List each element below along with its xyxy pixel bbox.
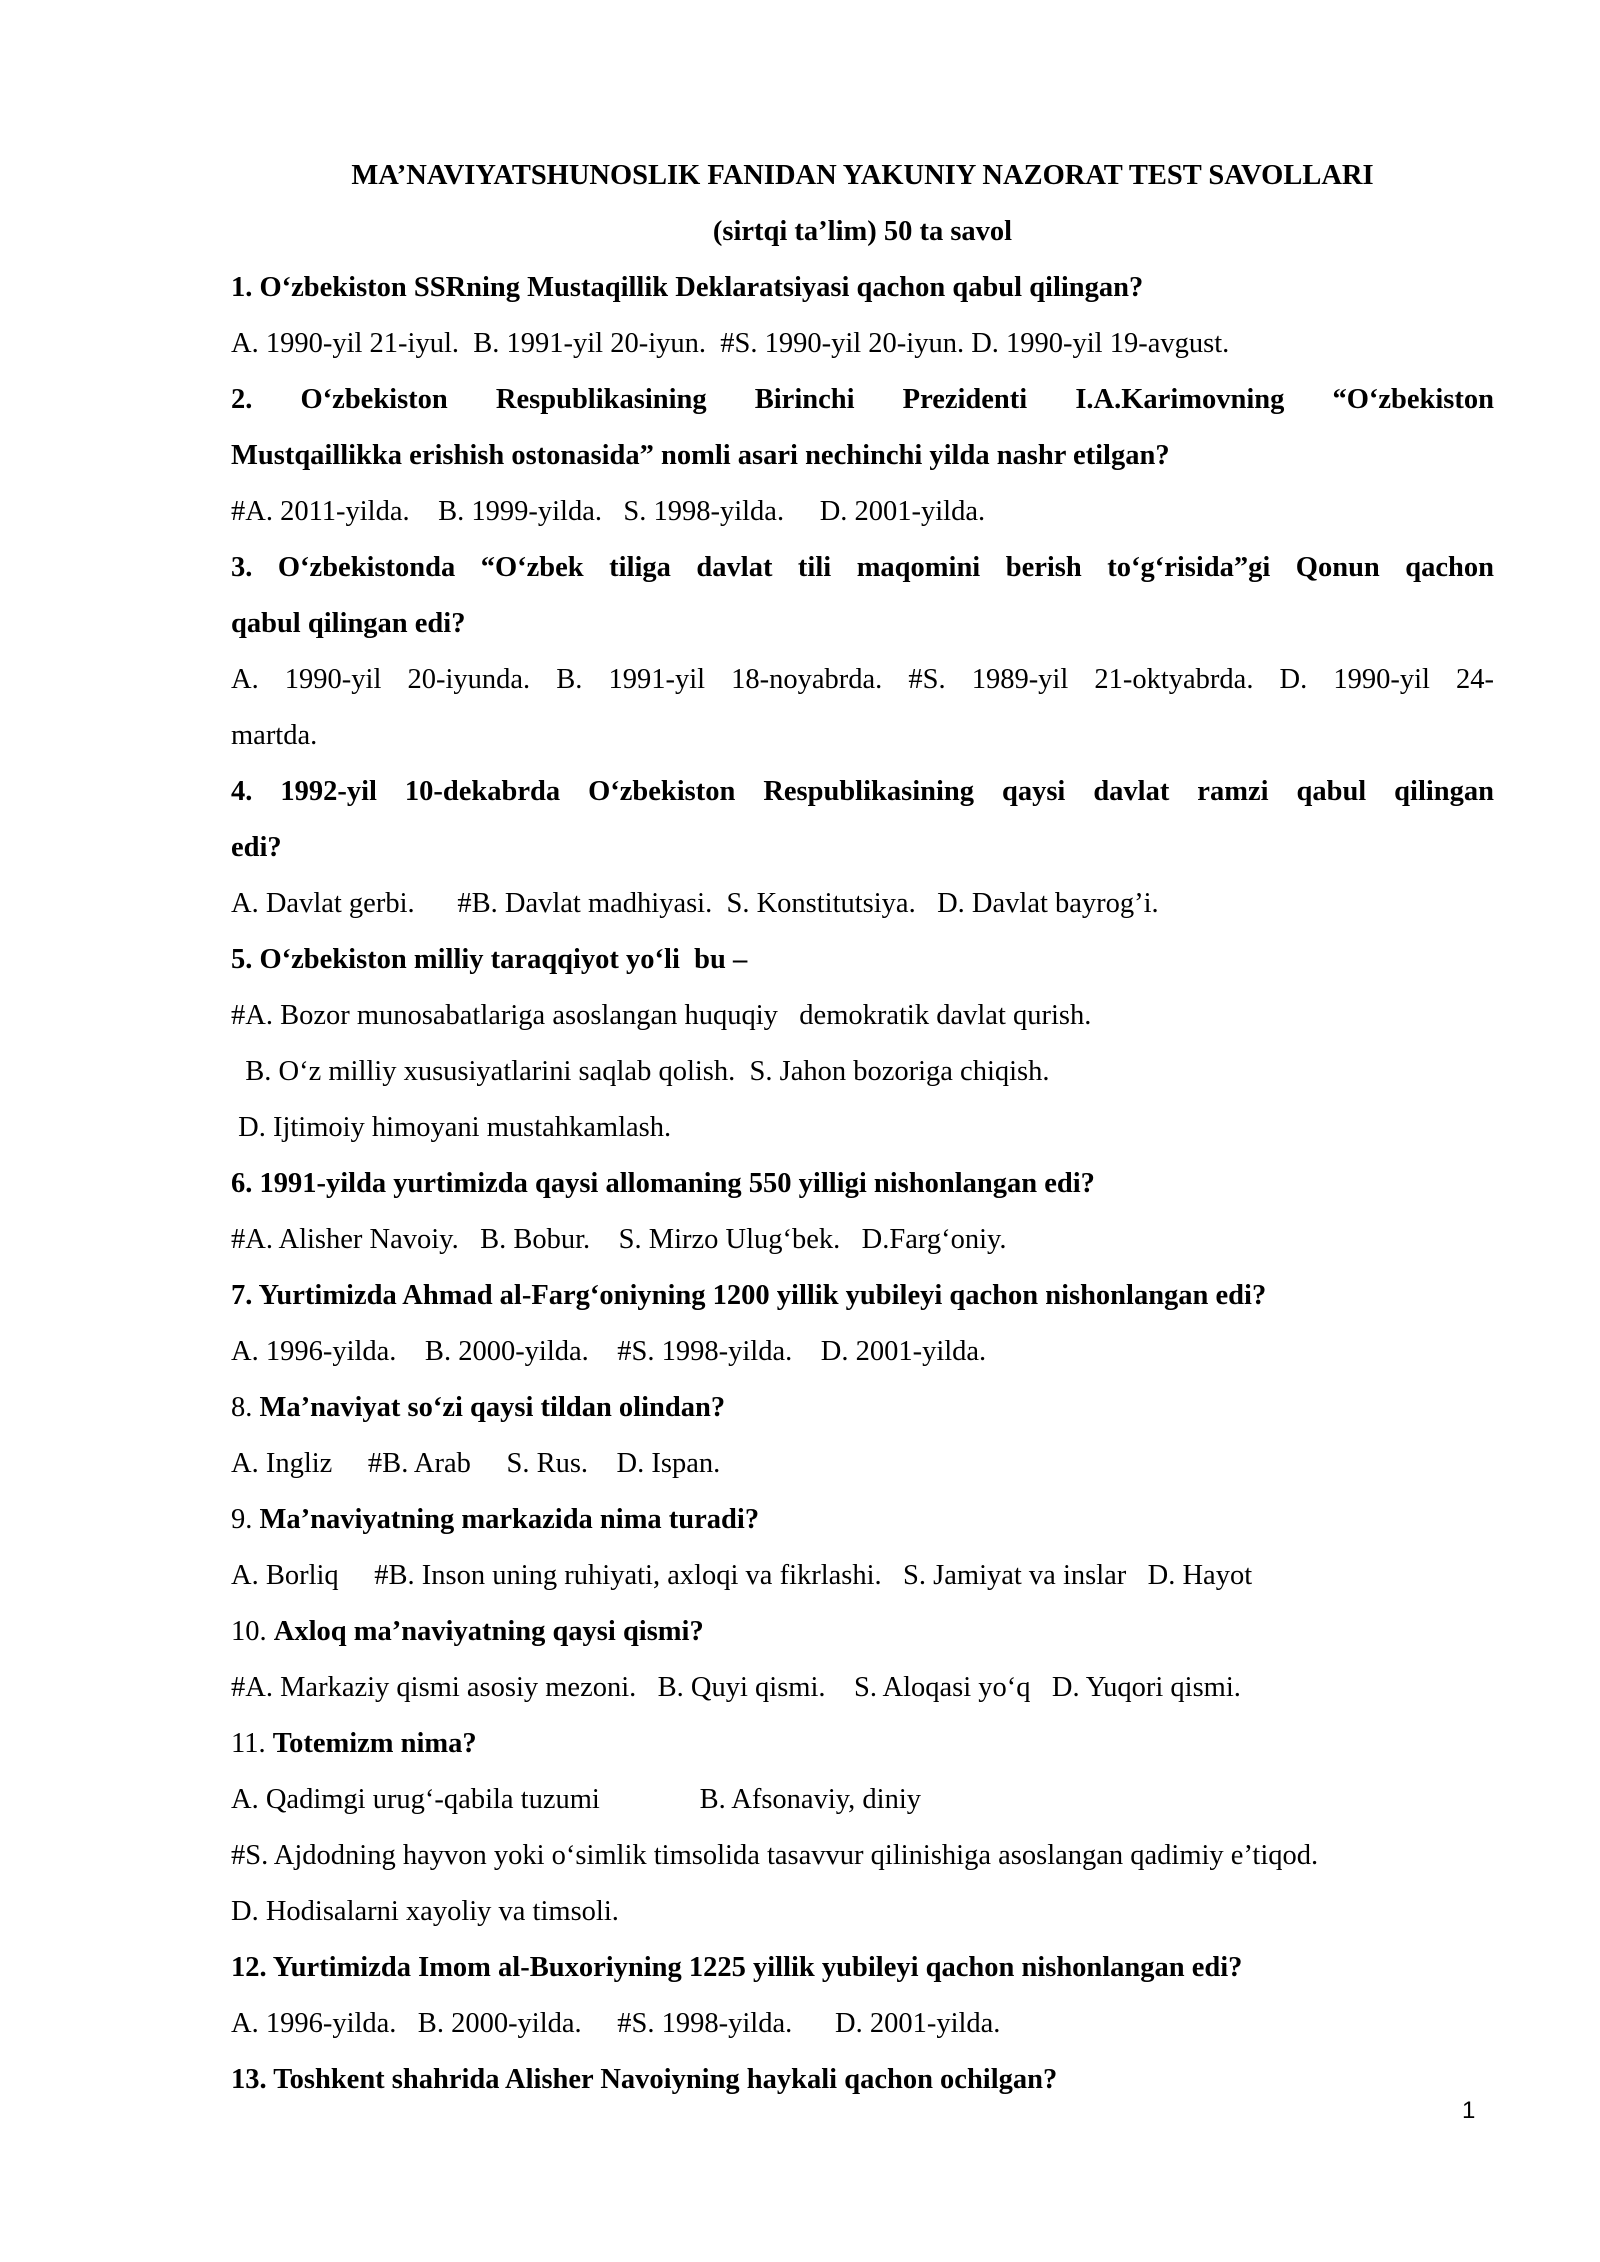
q11-option-d-segment: D. Hodisalarni xayoliy va timsoli. (231, 1896, 619, 1927)
question-list (231, 260, 1494, 2108)
q4-text-line2-segment: edi? (231, 832, 282, 863)
q11-option-d (231, 1884, 1494, 1940)
q11-text-segment: Totemizm nima? (272, 1728, 477, 1759)
q9-text-segment: Ma’naviyatning markazida nima turadi? (259, 1504, 760, 1535)
q3-options-line2-segment: martda. (231, 720, 318, 751)
q9-text-segment: 9. (231, 1504, 260, 1535)
document-title: MA’NAVIYATSHUNOSLIK FANIDAN YAKUNIY NAZORAT TEST SAVOLLARI (351, 160, 1374, 191)
q4-text-line1 (231, 764, 1494, 820)
q4-text-line1-segment: 4. 1992-yil 10-dekabrda O‘zbekiston Respublikasining qaysi davlat ramzi qabul qilingan (231, 776, 1494, 807)
q1-options-segment: A. 1990-yil 21-iyul. B. 1991-yil 20-iyun. #S. 1990-yil 20-iyun. D. 1990-yil 19-avgust. (231, 328, 1230, 359)
q8-text (231, 1380, 1494, 1436)
q5-option-b-s-segment: B. O‘z milliy xususiyatlarini saqlab qolish. S. Jahon bozoriga chiqish. (231, 1056, 1050, 1087)
page-number: 1 (1462, 2097, 1476, 2124)
q5-option-a-segment: #A. Bozor munosabatlariga asoslangan huquqiy demokratik davlat qurish. (231, 1000, 1092, 1031)
q1-options (231, 316, 1494, 372)
q9-options (231, 1548, 1494, 1604)
q6-text (231, 1156, 1494, 1212)
q11-text (231, 1716, 1494, 1772)
q3-text-line1 (231, 540, 1494, 596)
q4-options-segment: A. Davlat gerbi. #B. Davlat madhiyasi. S. Konstitutsiya. D. Davlat bayrog’i. (231, 888, 1159, 919)
q7-text (231, 1268, 1494, 1324)
q9-text (231, 1492, 1494, 1548)
q1-text (231, 260, 1494, 316)
q2-text-line1 (231, 372, 1494, 428)
q5-option-b-s (231, 1044, 1494, 1100)
q8-text-segment: 8. (231, 1392, 260, 1423)
q3-options-line2 (231, 708, 1494, 764)
q11-text-segment: 11. (231, 1728, 273, 1759)
q1-text-segment: 1. O‘zbekiston SSRning Mustaqillik Deklaratsiyasi qachon qabul qilingan? (231, 272, 1144, 303)
q5-option-d-segment: D. Ijtimoiy himoyani mustahkamlash. (231, 1112, 672, 1143)
q11-option-s-segment: #S. Ajdodning hayvon yoki o‘simlik timsolida tasavvur qilinishiga asoslangan qadimiy e’tiqod. (231, 1840, 1319, 1871)
q4-options (231, 876, 1494, 932)
q3-text-line1-segment: 3. O‘zbekistonda “O‘zbek tiliga davlat tili maqomini berish to‘g‘risida”gi Qonun qachon (231, 552, 1494, 583)
q9-options-segment: A. Borliq #B. Inson uning ruhiyati, axloqi va fikrlashi. S. Jamiyat va inslar D. Hayot (231, 1560, 1253, 1591)
q12-options (231, 1996, 1494, 2052)
q3-text-line2 (231, 596, 1494, 652)
document-subtitle: (sirtqi ta’lim) 50 ta savol (712, 216, 1013, 247)
q12-options-segment: A. 1996-yilda. B. 2000-yilda. #S. 1998-yilda. D. 2001-yilda. (231, 2008, 1001, 2039)
q10-text-segment: 10. (231, 1616, 274, 1647)
q11-option-s (231, 1828, 1494, 1884)
q7-options-segment: A. 1996-yilda. B. 2000-yilda. #S. 1998-yilda. D. 2001-yilda. (231, 1336, 987, 1367)
q6-options (231, 1212, 1494, 1268)
q7-text-segment: 7. Yurtimizda Ahmad al-Farg‘oniyning 1200 yillik yubileyi qachon nishonlangan edi? (231, 1280, 1267, 1311)
q3-options-line1-segment: A. 1990-yil 20-iyunda. B. 1991-yil 18-noyabrda. #S. 1989-yil 21-oktyabrda. D. 1990-yil 24- (231, 664, 1494, 695)
q2-options (231, 484, 1494, 540)
q11-options-a-b (231, 1772, 1494, 1828)
q10-options-segment: #A. Markaziy qismi asosiy mezoni. B. Quyi qismi. S. Aloqasi yo‘q D. Yuqori qismi. (231, 1672, 1241, 1703)
q2-text-line2 (231, 428, 1494, 484)
q5-option-a (231, 988, 1494, 1044)
q12-text (231, 1940, 1494, 1996)
q8-text-segment: Ma’naviyat so‘zi qaysi tildan olindan? (259, 1392, 726, 1423)
q7-options (231, 1324, 1494, 1380)
q13-text (231, 2052, 1494, 2108)
document-page (231, 148, 1494, 2108)
q3-text-line2-segment: qabul qilingan edi? (231, 608, 466, 639)
q8-options-segment: A. Ingliz #B. Arab S. Rus. D. Ispan. (231, 1448, 721, 1479)
q10-text-segment: Axloq ma’naviyatning qaysi qismi? (273, 1616, 704, 1647)
q5-text (231, 932, 1494, 988)
q2-text-line2-segment: Mustqaillikka erishish ostonasida” nomli asari nechinchi yilda nashr etilgan? (231, 440, 1170, 471)
q4-text-line2 (231, 820, 1494, 876)
q6-text-segment: 6. 1991-yilda yurtimizda qaysi allomaning 550 yilligi nishonlangan edi? (231, 1168, 1095, 1199)
q6-options-segment: #A. Alisher Navoiy. B. Bobur. S. Mirzo Ulug‘bek. D.Farg‘oniy. (231, 1224, 1007, 1255)
q2-options-segment: #A. 2011-yilda. B. 1999-yilda. S. 1998-yilda. D. 2001-yilda. (231, 496, 986, 527)
q13-text-segment: 13. Toshkent shahrida Alisher Navoiyning haykali qachon ochilgan? (231, 2064, 1058, 2095)
q12-text-segment: 12. Yurtimizda Imom al-Buxoriyning 1225 yillik yubileyi qachon nishonlangan edi? (231, 1952, 1243, 1983)
q3-options-line1 (231, 652, 1494, 708)
q5-text-segment: 5. O‘zbekiston milliy taraqqiyot yo‘li bu – (231, 944, 748, 975)
q2-text-line1-segment: 2. O‘zbekiston Respublikasining Birinchi Prezidenti I.A.Karimovning “O‘zbekiston (231, 384, 1494, 415)
q8-options (231, 1436, 1494, 1492)
q11-options-a-b-segment: A. Qadimgi urug‘-qabila tuzumi B. Afsonaviy, diniy (231, 1784, 921, 1815)
q10-options (231, 1660, 1494, 1716)
q5-option-d (231, 1100, 1494, 1156)
q10-text (231, 1604, 1494, 1660)
